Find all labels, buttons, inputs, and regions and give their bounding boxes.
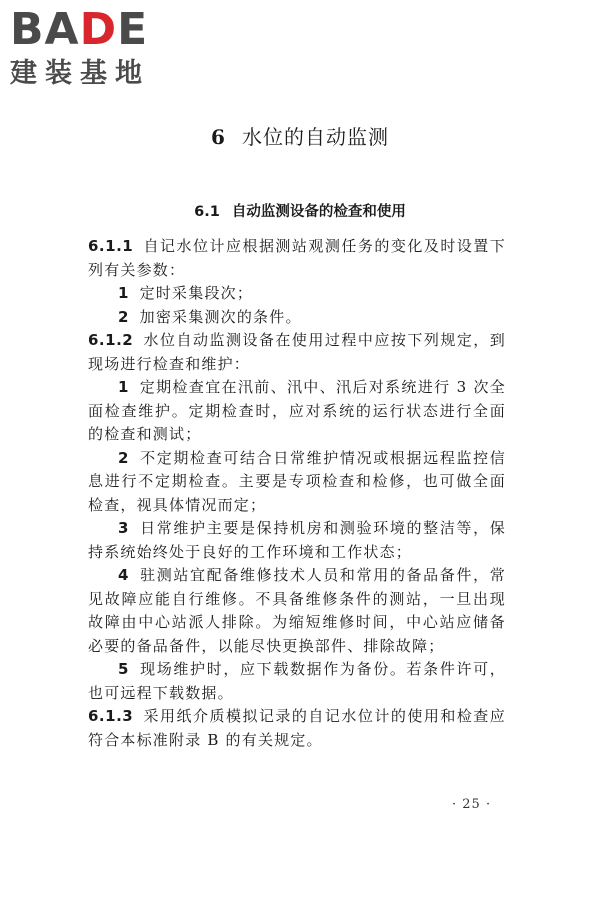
item-number: 5 [118,660,130,678]
item-number: 4 [118,566,130,584]
list-item [88,306,506,330]
clause-number: 6.1.1 [88,237,134,255]
list-item [88,564,506,658]
logo-wordmark [10,6,150,54]
page-number: · 25 · [452,797,492,812]
item-text: 定期检查宜在汛前、汛中、汛后对系统进行 3 次全面检查维护。定期检查时，应对系统的运行状态进行全面的检查和测试； [88,378,506,443]
list-item [88,376,506,447]
item-number: 1 [118,378,130,396]
logo-letters-ba: BA [10,4,80,55]
clause-text: 采用纸介质模拟记录的自记水位计的使用和检查应符合本标准附录 B 的有关规定。 [88,707,506,749]
list-item [88,447,506,518]
item-text: 现场维护时，应下载数据作为备份。若条件许可，也可远程下载数据。 [88,660,506,702]
document-body [88,235,506,752]
brand-logo [10,6,150,90]
clause [88,705,506,752]
clause [88,235,506,282]
logo-letter-d: D [79,4,118,55]
section-title: 自动监测设备的检查和使用 [231,204,406,220]
list-item [88,658,506,705]
chapter-heading [0,121,600,150]
section-number: 6.1 [194,204,220,220]
item-number: 3 [118,519,130,537]
item-text: 不定期检查可结合日常维护情况或根据远程监控信息进行不定期检查。主要是专项检查和检修，也可做全面检查，视具体情况而定； [88,448,506,514]
logo-letter-e: E [117,4,149,55]
chapter-title: 水位的自动监测 [241,125,389,149]
item-text: 定时采集段次； [139,284,254,302]
logo-subtitle: 建装基地 [10,58,150,89]
clause-text: 水位自动监测设备在使用过程中应按下列规定，到现场进行检查和维护： [88,331,506,373]
item-number: 2 [118,307,130,326]
item-number: 1 [118,284,130,302]
clause-number: 6.1.3 [88,707,134,725]
chapter-number: 6 [211,125,226,149]
list-item [88,282,506,306]
clause-number: 6.1.2 [88,331,134,349]
clause-text: 自记水位计应根据测站观测任务的变化及时设置下列有关参数： [88,237,506,279]
item-text: 日常维护主要是保持机房和测验环境的整洁等，保持系统始终处于良好的工作环境和工作状态； [88,519,506,561]
clause [88,329,506,376]
item-number: 2 [118,448,130,467]
list-item [88,517,506,564]
section-heading [0,200,600,221]
item-text: 驻测站宜配备维修技术人员和常用的备品备件，常见故障应能自行维修。不具备维修条件的测站，一旦出现故障由中心站派人排除。为缩短维修时间，中心站应储备必要的备品备件，以能尽快更换部件、排除故障； [88,566,506,655]
item-text: 加密采集测次的条件。 [139,307,302,326]
